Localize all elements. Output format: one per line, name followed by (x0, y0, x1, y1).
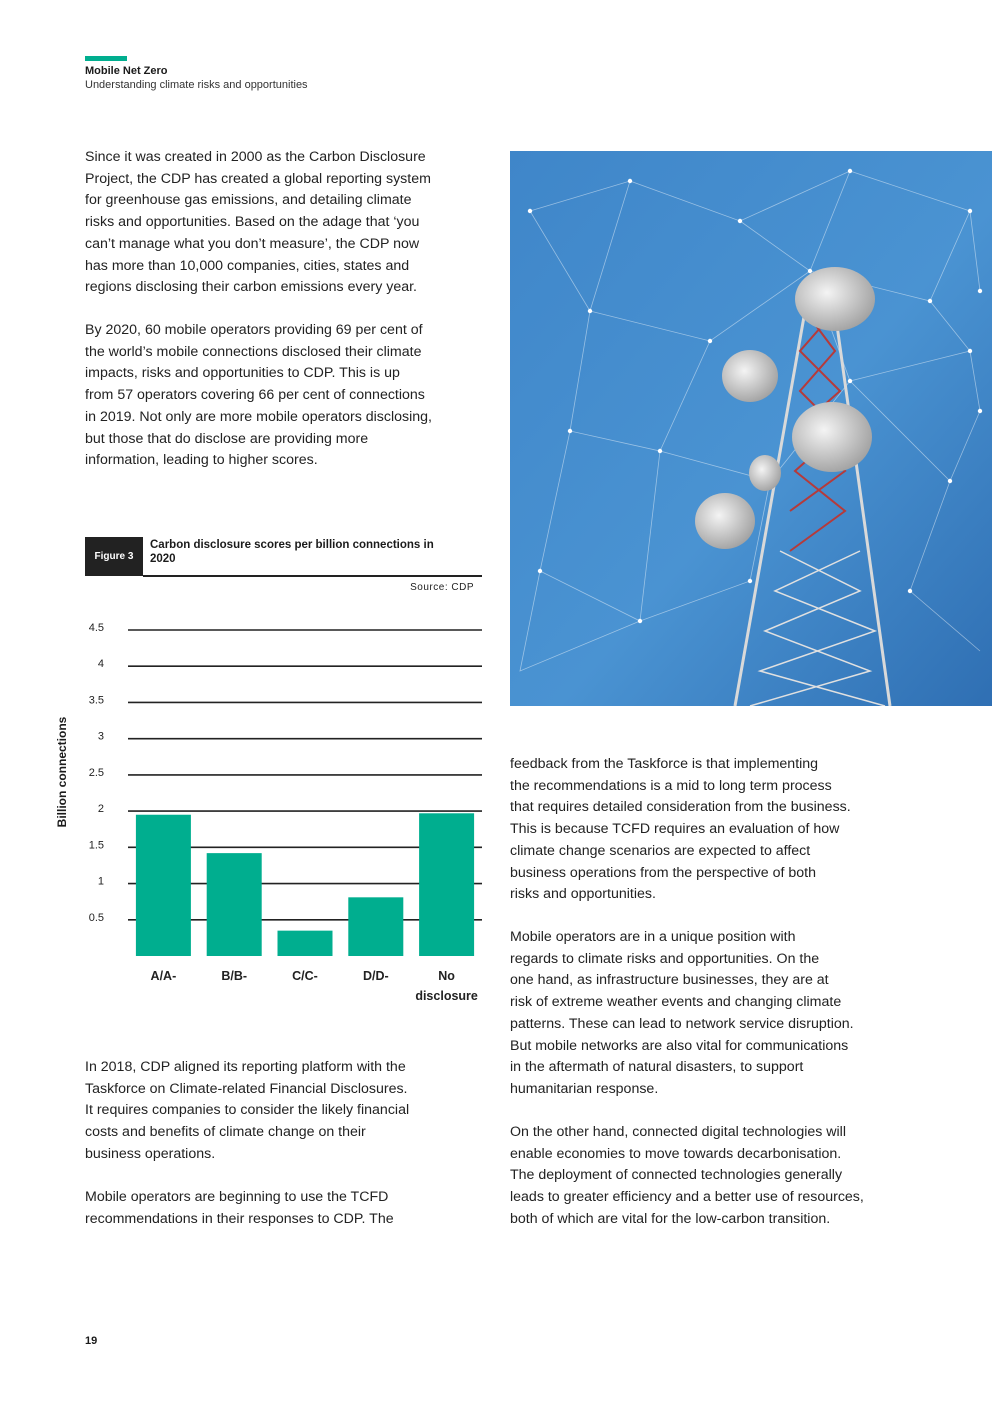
header-accent-bar (85, 56, 127, 61)
telecom-tower-photo (510, 151, 992, 706)
bar-4 (419, 813, 474, 956)
y-tick-label: 4 (97, 658, 104, 671)
y-tick-label: 3 (97, 730, 104, 743)
x-tick-label: No disclosure (415, 969, 478, 1003)
report-title: Mobile Net Zero (85, 65, 168, 77)
paragraph-operators-2020: By 2020, 60 mobile operators providing 69 per cent of the world’s mobile connections disclosed their climate impacts, risks and opportunities to CDP. This is up from 57 operators covering 66 per cent of connections in 2019. Not only are more mobile operators disclosing, but those that do disclose are providing more information, leading to higher scores. (85, 322, 432, 469)
paragraph-tcfd-adoption: Mobile operators are beginning to use the TCFD recommendations in their responses to CDP. The (85, 1189, 394, 1227)
y-tick-label: 4.5 (88, 622, 104, 634)
x-tick-label: D/D- (362, 969, 389, 983)
y-tick-label: 2 (97, 803, 104, 816)
x-tick-label: B/B- (221, 969, 248, 983)
chart-y-axis-label: Billion connections (55, 716, 69, 828)
page-number: 19 (85, 1335, 98, 1347)
bar-1 (207, 853, 262, 956)
y-tick-label: 0.5 (88, 911, 104, 924)
figure-tag: Figure 3 (85, 537, 143, 576)
figure-source: Source: CDP (410, 582, 474, 593)
paragraph-tcfd-alignment: In 2018, CDP aligned its reporting platform with the Taskforce on Climate-related Financial Disclosures. It requires companies to consider the likely financial costs and benefits of climate change on their business operations. (85, 1059, 410, 1162)
x-tick-label: C/C- (292, 969, 318, 983)
y-tick-label: 2.5 (88, 766, 104, 779)
report-subtitle: Understanding climate risks and opportunities (85, 79, 308, 91)
bar-2 (278, 931, 333, 956)
y-tick-label: 1 (97, 875, 104, 888)
x-tick-label: A/A- (150, 969, 177, 983)
bar-0 (136, 815, 191, 956)
y-tick-label: 3.5 (88, 694, 104, 707)
bar-chart (80, 610, 492, 1010)
paragraph-unique-position: Mobile operators are in a unique position with regards to climate risks and opportunities. On the one hand, as infrastructure businesses, they are at risk of extreme weather events and changing climate patterns. These can lead to network service disruption. But mobile networks are also vital for communications in the aftermath of natural disasters, to support humanitarian response. (510, 929, 854, 1097)
bar-3 (348, 897, 403, 956)
paragraph-cdp-history: Since it was created in 2000 as the Carbon Disclosure Project, the CDP has created a global reporting system for greenhouse gas emissions, and detailing climate risks and opportunities. Based on the adage that ‘you can’t manage what you don’t measure’, the CDP now has more than 10,000 companies, cities, states and regions disclosing their carbon emissions every year. (85, 149, 431, 296)
paragraph-taskforce-feedback: feedback from the Taskforce is that implementing the recommendations is a mid to long term process that requires detailed consideration from the business. This is because TCFD requires an evaluation of how climate change scenarios are expected to affect business operations from the perspective of both risks and opportunities. (510, 756, 851, 903)
y-tick-label: 1.5 (88, 839, 104, 852)
tower-network-illustration (510, 151, 992, 706)
figure-rule (143, 575, 482, 577)
paragraph-decarbonisation: On the other hand, connected digital technologies will enable economies to move towards decarbonisation. The deployment of connected technologies generally leads to greater efficiency and a better use of resources, both of which are vital for the low-carbon transition. (510, 1124, 864, 1227)
figure-title: Carbon disclosure scores per billion connections in 2020 (150, 539, 434, 565)
